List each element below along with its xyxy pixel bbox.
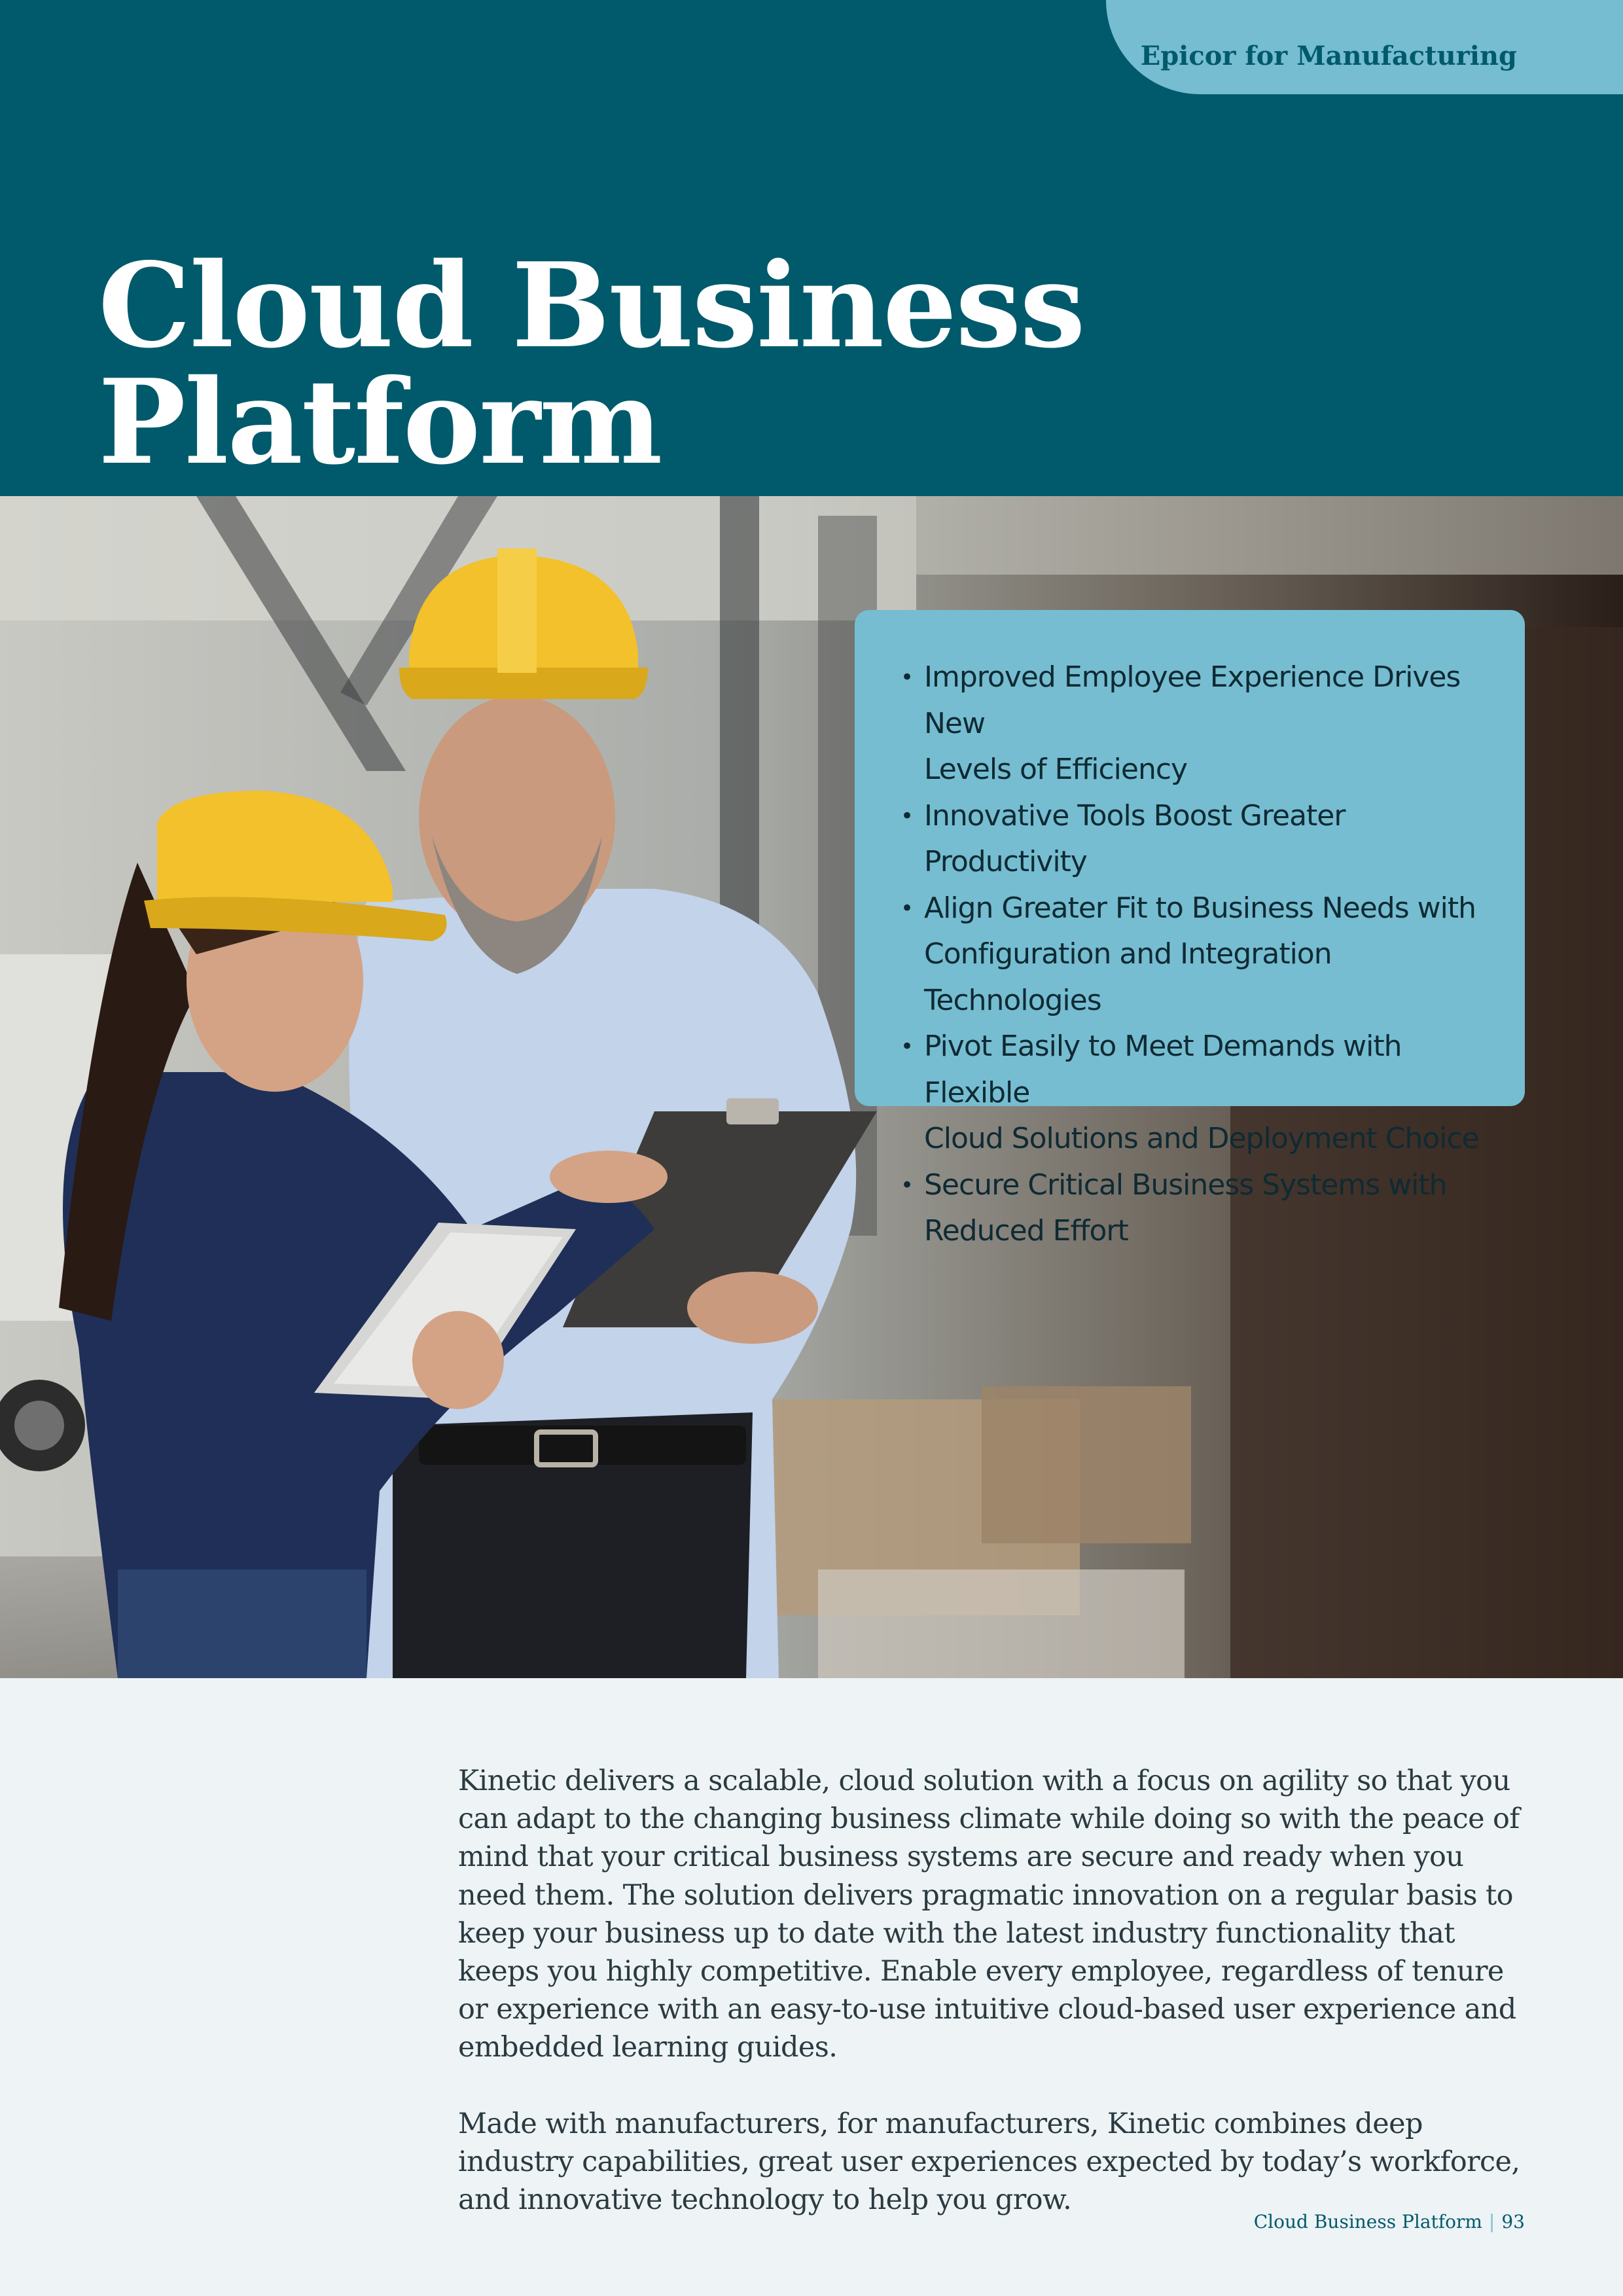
footer-separator: | xyxy=(1488,2211,1495,2233)
benefit-line: Levels of Efficiency xyxy=(924,753,1188,786)
brand-tab xyxy=(1106,0,1623,94)
benefit-line: Innovative Tools Boost Greater Productivity xyxy=(924,798,1346,878)
hero-photo xyxy=(0,496,1623,1678)
footer-section-title: Cloud Business Platform xyxy=(1253,2211,1482,2233)
brand-label: Epicor for Manufacturing xyxy=(1140,41,1517,71)
benefit-line: Configuration and Integration Technologies xyxy=(924,937,1332,1017)
benefit-item xyxy=(901,793,1499,886)
body-paragraph: Kinetic delivers a scalable, cloud solution with a focus on agility so that you can adapt to the changing business climate while doing so with the peace of mind that your critical business systems are secure and ready when you need them. The solution delivers pragmatic innovation on a regular basis to keep your business up to date with the latest industry functionality that keeps you highly competitive. Enable every employee, regardless of tenure or experience with an easy-to-use intuitive cloud-based user experience and embedded learning guides. xyxy=(458,1765,1520,2064)
benefit-item xyxy=(901,655,1499,793)
page-number: 93 xyxy=(1501,2211,1525,2233)
benefit-line: Pivot Easily to Meet Demands with Flexible xyxy=(924,1030,1402,1109)
benefit-item xyxy=(901,886,1499,1024)
page-footer xyxy=(1254,2211,1525,2233)
body-paragraph: Made with manufacturers, for manufacturers, Kinetic combines deep industry capabilities, great user experiences expected by today’s workforce, and innovative technology to help you grow. xyxy=(458,2107,1520,2217)
benefit-line: Improved Employee Experience Drives New xyxy=(924,660,1461,740)
benefits-list xyxy=(901,655,1499,1255)
benefits-callout xyxy=(855,610,1525,1247)
benefit-line: Cloud Solutions and Deployment Choice xyxy=(924,1122,1479,1155)
benefit-line: Align Greater Fit to Business Needs with xyxy=(924,891,1476,925)
benefit-line: Secure Critical Business Systems with xyxy=(924,1168,1447,1202)
benefit-item xyxy=(901,1024,1499,1162)
benefit-item xyxy=(901,1162,1499,1255)
benefit-line: Reduced Effort xyxy=(924,1214,1128,1247)
page-title: Cloud Business Platform xyxy=(98,237,1084,490)
body-copy xyxy=(458,1762,1531,2257)
